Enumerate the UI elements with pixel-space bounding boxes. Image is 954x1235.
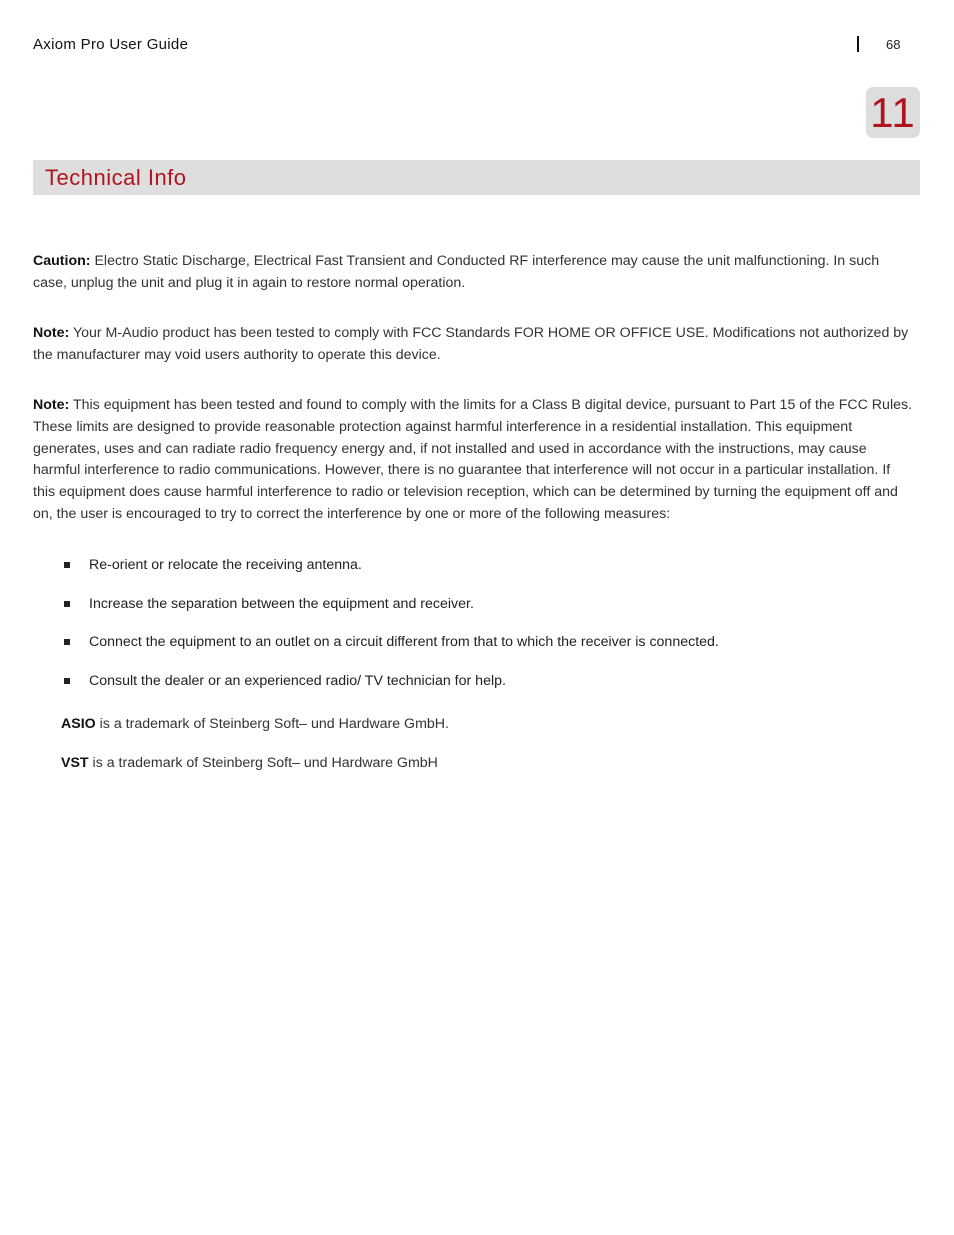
trademark-name: ASIO bbox=[61, 716, 96, 732]
chapter-number: 11 bbox=[870, 88, 916, 136]
bullet-square-icon bbox=[64, 562, 70, 568]
bullet-square-icon bbox=[64, 678, 70, 684]
trademark-text: is a trademark of Steinberg Soft– und Hardware GmbH bbox=[88, 755, 438, 771]
note-text: Your M-Audio product has been tested to comply with FCC Standards FOR HOME OR OFFICE USE. Modifications not authorized by the manufacturer may void users authority to operate this device. bbox=[33, 325, 909, 363]
caution-paragraph bbox=[33, 251, 913, 295]
note-text: This equipment has been tested and found to comply with the limits for a Class B digital device, pursuant to Part 15 of the FCC Rules. These limits are designed to provide reasonable protection against harmful interference in a residential installation. This equipment generates, uses and can radiate radio frequency energy and, if not installed and used in accordance with the instructions, may cause harmful interference to radio communications. However, there is no guarantee that interference will not occur in a particular installation. If this equipment does cause harmful interference to radio or television reception, which can be determined by turning the equipment off and on, the user is encouraged to try to correct the interference by one or more of the following measures: bbox=[33, 397, 913, 522]
chapter-badge bbox=[866, 87, 920, 138]
list-item: Increase the separation between the equipment and receiver. bbox=[61, 593, 921, 632]
trademark-name: VST bbox=[61, 755, 89, 771]
page-number: 68 bbox=[886, 37, 901, 52]
list-item: Connect the equipment to an outlet on a circuit different from that to which the receiver is connected. bbox=[61, 631, 921, 670]
bullet-square-icon bbox=[64, 601, 70, 607]
caution-label: Caution: bbox=[33, 253, 91, 269]
note-label: Note: bbox=[33, 397, 70, 413]
list-item: Consult the dealer or an experienced radio/ TV technician for help. bbox=[61, 670, 921, 709]
document-title: Axiom Pro User Guide bbox=[33, 36, 189, 53]
trademark-vst bbox=[61, 752, 438, 774]
list-item: Re-orient or relocate the receiving antenna. bbox=[61, 554, 921, 593]
caution-text: Electro Static Discharge, Electrical Fast Transient and Conducted RF interference may cause the unit malfunctioning. In such case, unplug the unit and plug it in again to restore normal operation. bbox=[33, 253, 880, 291]
section-title: Technical Info bbox=[45, 165, 187, 190]
trademark-text: is a trademark of Steinberg Soft– und Hardware GmbH. bbox=[95, 716, 449, 732]
section-header bbox=[33, 160, 920, 195]
note-paragraph-fcc-home bbox=[33, 323, 913, 367]
note-label: Note: bbox=[33, 325, 70, 341]
bullet-square-icon bbox=[64, 639, 70, 645]
trademark-asio bbox=[61, 713, 449, 735]
measures-list bbox=[61, 554, 921, 709]
note-paragraph-class-b bbox=[33, 395, 913, 526]
header-divider bbox=[857, 36, 859, 52]
